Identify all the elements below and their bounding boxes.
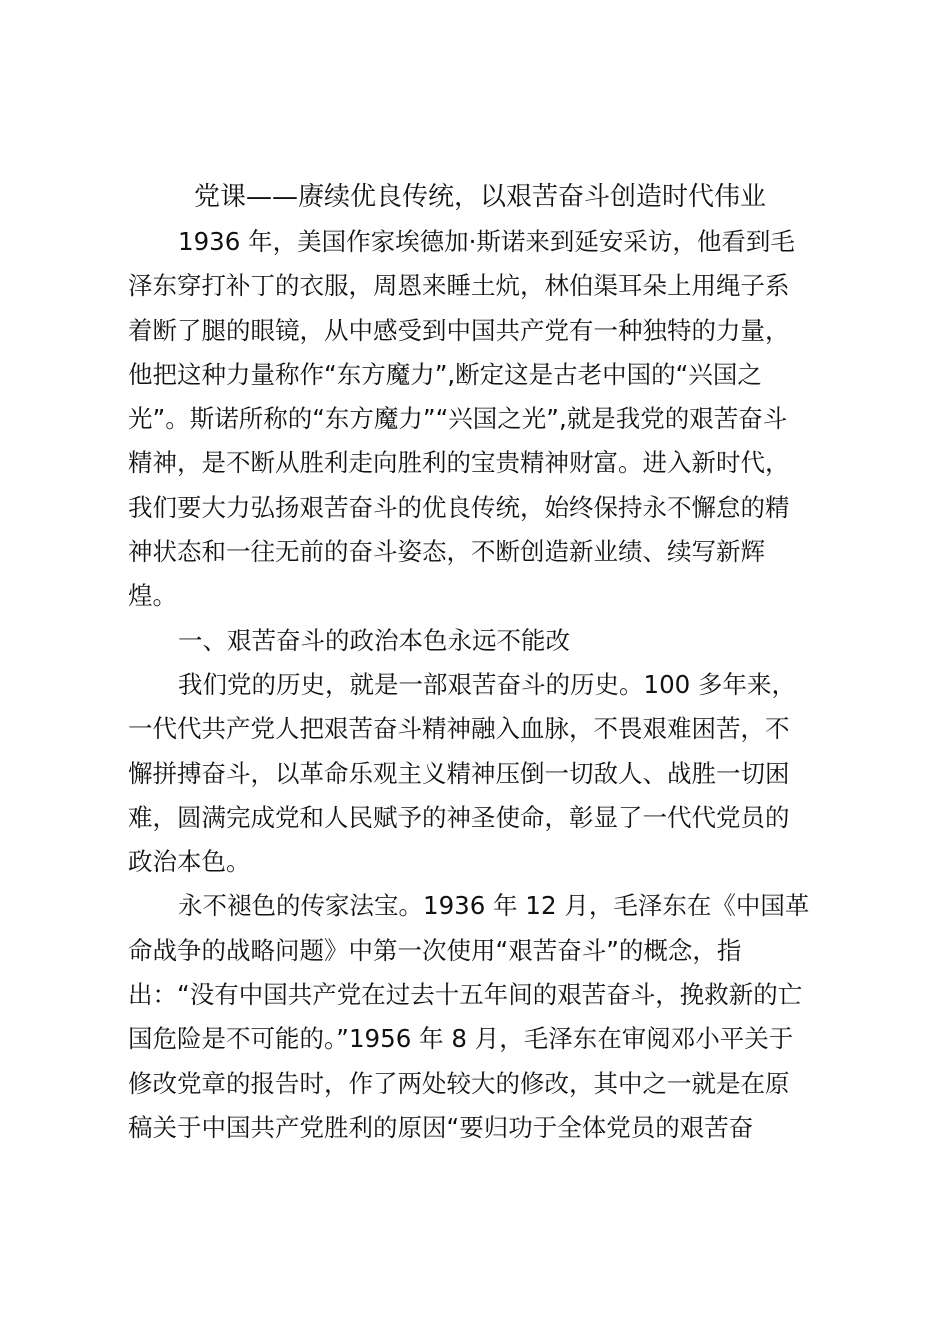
- text-line: 精神，是不断从胜利走向胜利的宝贵精神财富。进入新时代，: [128, 448, 790, 478]
- text-line: 着断了腿的眼镜，从中感受到中国共产党有一种独特的力量，: [128, 315, 790, 345]
- text-line: 我们要大力弘扬艰苦奋斗的优良传统，始终保持永不懈怠的精: [128, 492, 790, 522]
- text-line: 他把这种力量称作“东方魔力”,断定这是古老中国的“兴国之: [128, 359, 762, 389]
- document-title: 党课——赓续优良传统，以艰苦奋斗创造时代伟业: [193, 182, 766, 212]
- text-line: 我们党的历史，就是一部艰苦奋斗的历史。100 多年来，: [178, 669, 797, 699]
- text-line: 出：“没有中国共产党在过去十五年间的艰苦奋斗，挽救新的亡: [128, 980, 803, 1010]
- document-body: [128, 220, 828, 1150]
- text-line: 懈拼搏奋斗，以革命乐观主义精神压倒一切敌人、战胜一切困: [128, 758, 790, 788]
- text-line: 1936 年，美国作家埃德加·斯诺来到延安采访，他看到毛: [178, 227, 795, 256]
- text-line: 泽东穿打补丁的衣服，周恩来睡土炕，林伯渠耳朵上用绳子系: [128, 271, 790, 301]
- text-line: 永不褪色的传家法宝。1936 年 12 月，毛泽东在《中国革: [178, 891, 810, 921]
- text-line: 修改党章的报告时，作了两处较大的修改，其中之一就是在原: [128, 1068, 790, 1098]
- text-line: 煌。: [128, 581, 177, 611]
- text-line: 神状态和一往无前的奋斗姿态，不断创造新业绩、续写新辉: [128, 537, 765, 567]
- section-heading: 一、艰苦奋斗的政治本色永远不能改: [178, 625, 570, 655]
- text-line: 稿关于中国共产党胜利的原因“要归功于全体党员的艰苦奋: [128, 1112, 754, 1142]
- text-line: 命战争的战略问题》中第一次使用“艰苦奋斗”的概念，指: [128, 935, 742, 965]
- text-line: 国危险是不可能的。”1956 年 8 月，毛泽东在审阅邓小平关于: [128, 1024, 794, 1054]
- text-line: 光”。斯诺所称的“东方魔力”“兴国之光”,就是我党的艰苦奋斗: [128, 404, 788, 434]
- text-line: 难，圆满完成党和人民赋予的神圣使命，彰显了一代代党员的: [128, 802, 790, 832]
- text-line: 政治本色。: [128, 847, 251, 877]
- text-line: 一代代共产党人把艰苦奋斗精神融入血脉，不畏艰难困苦，不: [128, 714, 790, 744]
